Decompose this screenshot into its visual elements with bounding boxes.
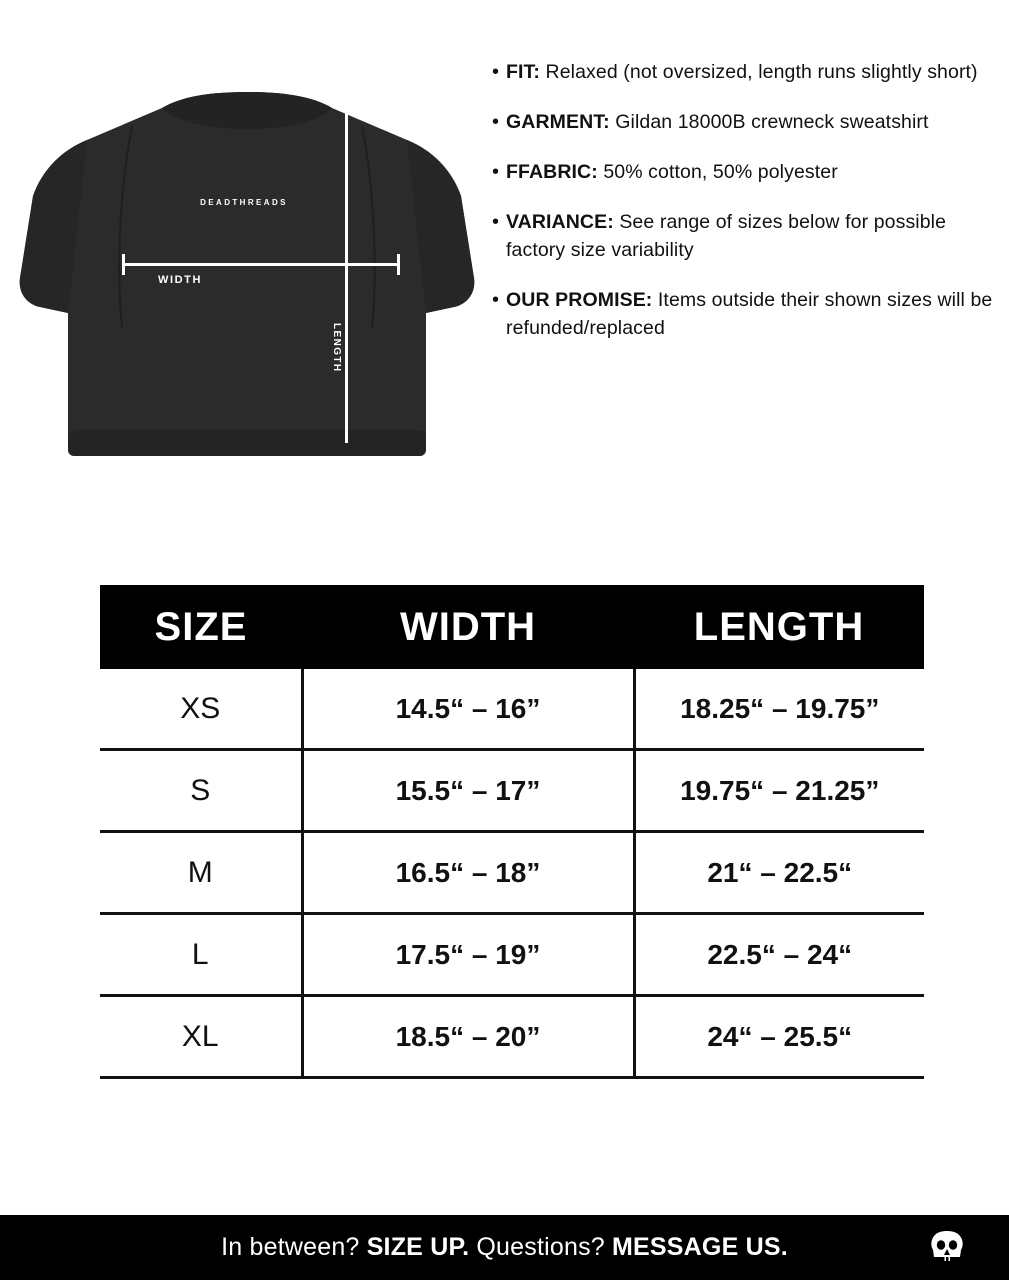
column-header-length: LENGTH <box>634 585 924 669</box>
table-body <box>100 669 924 1078</box>
table-header <box>100 585 924 669</box>
size-chart <box>100 585 918 1079</box>
sweatshirt-graphic <box>12 78 482 478</box>
cell-size: XS <box>100 669 302 750</box>
width-measure-line <box>122 263 400 266</box>
list-item <box>492 286 1004 342</box>
spec-list <box>492 58 1004 364</box>
bullet-dot-icon: • <box>492 211 500 233</box>
table-row <box>100 996 924 1078</box>
garment-brand-label: DEADTHREADS <box>200 198 288 207</box>
table-row <box>100 914 924 996</box>
footer-banner <box>0 1215 1009 1280</box>
spec-text: GARMENT: Gildan 18000B crewneck sweatshirt <box>506 111 929 133</box>
spec-text: FFABRIC: 50% cotton, 50% polyester <box>506 161 838 183</box>
spec-text: FIT: Relaxed (not oversized, length runs slightly short) <box>506 61 978 83</box>
width-measure-cap-right <box>397 254 400 275</box>
spec-text: OUR PROMISE: Items outside their shown sizes will be refunded/replaced <box>506 289 993 339</box>
skull-icon <box>927 1230 967 1266</box>
length-measure-label: LENGTH <box>331 323 342 373</box>
cell-width: 17.5“ – 19” <box>302 914 634 996</box>
cell-size: L <box>100 914 302 996</box>
width-measure-cap-left <box>122 254 125 275</box>
cell-width: 15.5“ – 17” <box>302 750 634 832</box>
cell-length: 24“ – 25.5“ <box>634 996 924 1078</box>
cell-width: 18.5“ – 20” <box>302 996 634 1078</box>
table-row <box>100 750 924 832</box>
bullet-dot-icon: • <box>492 61 500 83</box>
bullet-dot-icon: • <box>492 289 500 311</box>
cell-width: 16.5“ – 18” <box>302 832 634 914</box>
bullet-dot-icon: • <box>492 111 500 133</box>
cell-length: 19.75“ – 21.25” <box>634 750 924 832</box>
width-measure-label: WIDTH <box>158 274 203 286</box>
list-item <box>492 58 1004 86</box>
cell-length: 21“ – 22.5“ <box>634 832 924 914</box>
size-table <box>100 585 924 1079</box>
list-item <box>492 108 1004 136</box>
cell-width: 14.5“ – 16” <box>302 669 634 750</box>
cell-size: S <box>100 750 302 832</box>
cell-length: 18.25“ – 19.75” <box>634 669 924 750</box>
cell-size: XL <box>100 996 302 1078</box>
list-item <box>492 208 1004 264</box>
garment-illustration <box>12 78 482 478</box>
top-section <box>0 0 1009 520</box>
table-row <box>100 832 924 914</box>
column-header-width: WIDTH <box>302 585 634 669</box>
table-header-row <box>100 585 924 669</box>
spec-text: VARIANCE: See range of sizes below for possible factory size variability <box>506 211 947 261</box>
table-row <box>100 669 924 750</box>
list-item <box>492 158 1004 186</box>
length-measure-line <box>345 103 348 443</box>
bullet-dot-icon: • <box>492 161 500 183</box>
cell-length: 22.5“ – 24“ <box>634 914 924 996</box>
cell-size: M <box>100 832 302 914</box>
footer-message: In between? SIZE UP. Questions? MESSAGE US. <box>221 1233 788 1261</box>
column-header-size: SIZE <box>100 585 302 669</box>
